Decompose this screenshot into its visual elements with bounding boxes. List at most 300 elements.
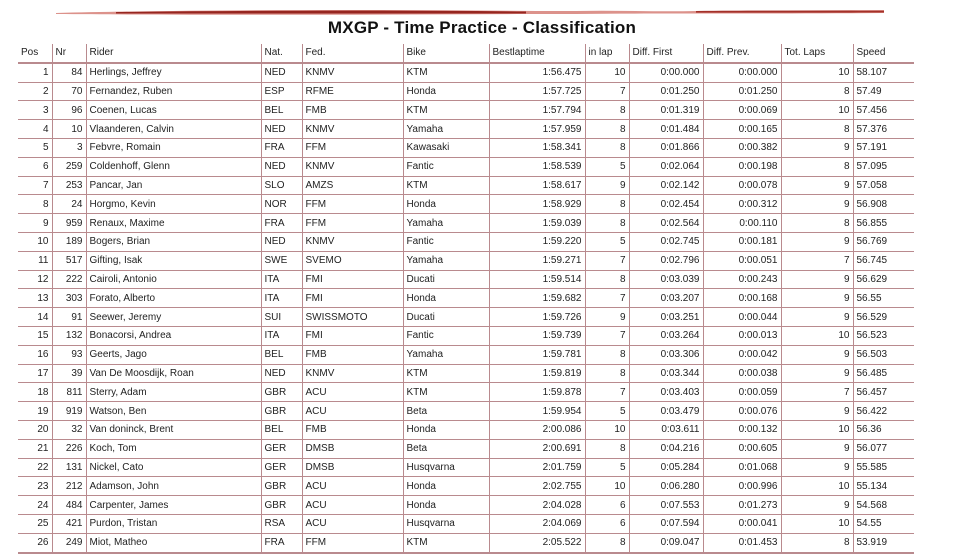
cell-rider: Bogers, Brian — [86, 232, 261, 251]
cell-in-lap: 5 — [585, 232, 629, 251]
cell-pos: 22 — [18, 458, 52, 477]
cell-nr: 84 — [52, 63, 86, 82]
cell-pos: 18 — [18, 383, 52, 402]
cell-fed: ACU — [302, 383, 403, 402]
cell-rider: Pancar, Jan — [86, 176, 261, 195]
cell-diff-first: 0:03.207 — [629, 289, 703, 308]
cell-bike: Husqvarna — [403, 514, 489, 533]
cell-speed: 56.485 — [853, 364, 914, 383]
cell-speed: 56.457 — [853, 383, 914, 402]
cell-in-lap: 8 — [585, 195, 629, 214]
cell-nat: SLO — [261, 176, 302, 195]
cell-rider: Seewer, Jeremy — [86, 308, 261, 327]
cell-fed: AMZS — [302, 176, 403, 195]
cell-tot-laps: 9 — [781, 458, 853, 477]
cell-fed: KNMV — [302, 120, 403, 139]
cell-pos: 10 — [18, 232, 52, 251]
cell-tot-laps: 9 — [781, 232, 853, 251]
cell-pos: 21 — [18, 439, 52, 458]
column-header-fed: Fed. — [302, 44, 403, 63]
cell-in-lap: 7 — [585, 326, 629, 345]
table-row — [18, 289, 914, 308]
table-row — [18, 138, 914, 157]
cell-in-lap: 8 — [585, 270, 629, 289]
cell-tot-laps: 9 — [781, 289, 853, 308]
cell-fed: FMI — [302, 289, 403, 308]
cell-pos: 6 — [18, 157, 52, 176]
cell-nr: 421 — [52, 514, 86, 533]
table-row — [18, 101, 914, 120]
cell-bike: Honda — [403, 195, 489, 214]
cell-bestlaptime: 2:00.086 — [489, 420, 585, 439]
cell-fed: ACU — [302, 496, 403, 515]
cell-diff-first: 0:01.319 — [629, 101, 703, 120]
cell-bike: Fantic — [403, 157, 489, 176]
cell-nat: ITA — [261, 289, 302, 308]
table-row — [18, 514, 914, 533]
cell-in-lap: 8 — [585, 120, 629, 139]
cell-rider: Horgmo, Kevin — [86, 195, 261, 214]
cell-rider: Bonacorsi, Andrea — [86, 326, 261, 345]
cell-diff-prev: 0:01.273 — [703, 496, 781, 515]
cell-bestlaptime: 1:59.819 — [489, 364, 585, 383]
cell-rider: Vlaanderen, Calvin — [86, 120, 261, 139]
cell-nr: 10 — [52, 120, 86, 139]
cell-fed: RFME — [302, 82, 403, 101]
table-row — [18, 477, 914, 496]
cell-bike: Fantic — [403, 326, 489, 345]
cell-nat: GBR — [261, 496, 302, 515]
classification-table — [18, 44, 914, 554]
cell-bike: Yamaha — [403, 345, 489, 364]
table-row — [18, 326, 914, 345]
cell-nr: 70 — [52, 82, 86, 101]
cell-fed: FMB — [302, 420, 403, 439]
column-header-nr: Nr — [52, 44, 86, 63]
cell-speed: 56.55 — [853, 289, 914, 308]
cell-diff-first: 0:06.280 — [629, 477, 703, 496]
cell-diff-prev: 0:00.044 — [703, 308, 781, 327]
cell-fed: KNMV — [302, 364, 403, 383]
cell-pos: 23 — [18, 477, 52, 496]
cell-nat: BEL — [261, 345, 302, 364]
cell-diff-first: 0:09.047 — [629, 533, 703, 552]
cell-speed: 57.095 — [853, 157, 914, 176]
cell-tot-laps: 9 — [781, 195, 853, 214]
cell-rider: Cairoli, Antonio — [86, 270, 261, 289]
cell-rider: Purdon, Tristan — [86, 514, 261, 533]
cell-speed: 57.058 — [853, 176, 914, 195]
cell-diff-prev: 0:00.038 — [703, 364, 781, 383]
cell-bestlaptime: 1:59.739 — [489, 326, 585, 345]
cell-nr: 303 — [52, 289, 86, 308]
cell-nr: 484 — [52, 496, 86, 515]
cell-nr: 811 — [52, 383, 86, 402]
cell-speed: 57.456 — [853, 101, 914, 120]
cell-diff-prev: 0:00.051 — [703, 251, 781, 270]
cell-bestlaptime: 2:01.759 — [489, 458, 585, 477]
cell-bestlaptime: 2:05.522 — [489, 533, 585, 552]
cell-pos: 17 — [18, 364, 52, 383]
cell-bike: Honda — [403, 477, 489, 496]
cell-rider: Sterry, Adam — [86, 383, 261, 402]
cell-diff-first: 0:02.454 — [629, 195, 703, 214]
cell-in-lap: 6 — [585, 514, 629, 533]
cell-bike: KTM — [403, 364, 489, 383]
cell-bestlaptime: 1:59.039 — [489, 214, 585, 233]
cell-speed: 56.529 — [853, 308, 914, 327]
cell-diff-first: 0:03.306 — [629, 345, 703, 364]
cell-diff-first: 0:07.594 — [629, 514, 703, 533]
column-header-speed: Speed — [853, 44, 914, 63]
cell-bike: Honda — [403, 420, 489, 439]
table-row — [18, 176, 914, 195]
cell-diff-prev: 0:00.013 — [703, 326, 781, 345]
cell-diff-first: 0:04.216 — [629, 439, 703, 458]
cell-diff-prev: 0:00.605 — [703, 439, 781, 458]
column-header-diff-prev: Diff. Prev. — [703, 44, 781, 63]
table-row — [18, 270, 914, 289]
cell-bike: Beta — [403, 439, 489, 458]
table-body — [18, 63, 914, 553]
cell-bestlaptime: 1:58.929 — [489, 195, 585, 214]
cell-pos: 13 — [18, 289, 52, 308]
cell-nat: GER — [261, 458, 302, 477]
cell-in-lap: 9 — [585, 176, 629, 195]
cell-rider: Van doninck, Brent — [86, 420, 261, 439]
cell-speed: 54.568 — [853, 496, 914, 515]
cell-in-lap: 8 — [585, 439, 629, 458]
cell-diff-prev: 0:00.168 — [703, 289, 781, 308]
cell-diff-prev: 0:00.059 — [703, 383, 781, 402]
cell-nr: 222 — [52, 270, 86, 289]
cell-diff-first: 0:07.553 — [629, 496, 703, 515]
column-header-rider: Rider — [86, 44, 261, 63]
cell-tot-laps: 9 — [781, 364, 853, 383]
cell-speed: 55.134 — [853, 477, 914, 496]
cell-bestlaptime: 2:04.028 — [489, 496, 585, 515]
cell-bestlaptime: 1:59.271 — [489, 251, 585, 270]
cell-nr: 226 — [52, 439, 86, 458]
cell-pos: 8 — [18, 195, 52, 214]
cell-bike: KTM — [403, 63, 489, 82]
cell-in-lap: 10 — [585, 477, 629, 496]
cell-diff-prev: 0:01.250 — [703, 82, 781, 101]
cell-fed: ACU — [302, 402, 403, 421]
cell-tot-laps: 8 — [781, 214, 853, 233]
cell-fed: FMI — [302, 270, 403, 289]
cell-nat: GBR — [261, 402, 302, 421]
cell-diff-first: 0:03.039 — [629, 270, 703, 289]
cell-rider: Gifting, Isak — [86, 251, 261, 270]
cell-bestlaptime: 1:57.794 — [489, 101, 585, 120]
cell-bestlaptime: 1:59.781 — [489, 345, 585, 364]
cell-speed: 56.077 — [853, 439, 914, 458]
cell-diff-first: 0:05.284 — [629, 458, 703, 477]
cell-pos: 2 — [18, 82, 52, 101]
cell-rider: Coenen, Lucas — [86, 101, 261, 120]
cell-nr: 132 — [52, 326, 86, 345]
cell-fed: SWISSMOTO — [302, 308, 403, 327]
cell-bestlaptime: 1:58.617 — [489, 176, 585, 195]
cell-in-lap: 8 — [585, 138, 629, 157]
cell-in-lap: 8 — [585, 345, 629, 364]
cell-nr: 959 — [52, 214, 86, 233]
cell-nat: NED — [261, 232, 302, 251]
cell-nat: BEL — [261, 101, 302, 120]
cell-diff-first: 0:02.064 — [629, 157, 703, 176]
cell-speed: 56.908 — [853, 195, 914, 214]
cell-diff-prev: 0:00.312 — [703, 195, 781, 214]
cell-rider: Watson, Ben — [86, 402, 261, 421]
cell-diff-prev: 0:00.000 — [703, 63, 781, 82]
cell-tot-laps: 10 — [781, 101, 853, 120]
cell-bike: Yamaha — [403, 120, 489, 139]
cell-nat: BEL — [261, 420, 302, 439]
cell-fed: FFM — [302, 533, 403, 552]
cell-bestlaptime: 1:56.475 — [489, 63, 585, 82]
cell-rider: Van De Moosdijk, Roan — [86, 364, 261, 383]
cell-bike: Honda — [403, 82, 489, 101]
cell-tot-laps: 10 — [781, 477, 853, 496]
cell-speed: 53.919 — [853, 533, 914, 552]
column-header-pos: Pos — [18, 44, 52, 63]
cell-pos: 7 — [18, 176, 52, 195]
cell-bike: Husqvarna — [403, 458, 489, 477]
cell-pos: 16 — [18, 345, 52, 364]
cell-fed: FMI — [302, 326, 403, 345]
table-row — [18, 214, 914, 233]
cell-pos: 24 — [18, 496, 52, 515]
cell-speed: 57.191 — [853, 138, 914, 157]
cell-tot-laps: 10 — [781, 420, 853, 439]
cell-bestlaptime: 1:59.220 — [489, 232, 585, 251]
cell-tot-laps: 7 — [781, 251, 853, 270]
cell-nat: NED — [261, 120, 302, 139]
cell-speed: 56.629 — [853, 270, 914, 289]
cell-bike: Ducati — [403, 270, 489, 289]
cell-pos: 11 — [18, 251, 52, 270]
cell-fed: FMB — [302, 101, 403, 120]
cell-fed: DMSB — [302, 439, 403, 458]
cell-speed: 58.107 — [853, 63, 914, 82]
cell-tot-laps: 9 — [781, 402, 853, 421]
cell-nat: NED — [261, 157, 302, 176]
cell-in-lap: 8 — [585, 101, 629, 120]
table-row — [18, 251, 914, 270]
cell-pos: 14 — [18, 308, 52, 327]
cell-pos: 5 — [18, 138, 52, 157]
cell-diff-prev: 0:00.198 — [703, 157, 781, 176]
cell-diff-first: 0:03.264 — [629, 326, 703, 345]
cell-diff-prev: 0:00.041 — [703, 514, 781, 533]
table-row — [18, 63, 914, 82]
cell-nat: FRA — [261, 138, 302, 157]
cell-bike: Beta — [403, 402, 489, 421]
cell-nr: 96 — [52, 101, 86, 120]
cell-nr: 24 — [52, 195, 86, 214]
table-row — [18, 439, 914, 458]
cell-diff-first: 0:01.866 — [629, 138, 703, 157]
cell-fed: KNMV — [302, 232, 403, 251]
cell-diff-first: 0:03.344 — [629, 364, 703, 383]
cell-diff-prev: 0:00.996 — [703, 477, 781, 496]
cell-tot-laps: 8 — [781, 533, 853, 552]
cell-speed: 54.55 — [853, 514, 914, 533]
cell-nat: FRA — [261, 533, 302, 552]
cell-nat: SUI — [261, 308, 302, 327]
cell-bestlaptime: 1:57.725 — [489, 82, 585, 101]
cell-fed: KNMV — [302, 63, 403, 82]
cell-tot-laps: 9 — [781, 176, 853, 195]
cell-speed: 56.769 — [853, 232, 914, 251]
cell-tot-laps: 10 — [781, 514, 853, 533]
cell-nat: NED — [261, 63, 302, 82]
cell-tot-laps: 9 — [781, 345, 853, 364]
cell-diff-prev: 0:00.110 — [703, 214, 781, 233]
table-row — [18, 383, 914, 402]
cell-bestlaptime: 1:59.682 — [489, 289, 585, 308]
cell-rider: Adamson, John — [86, 477, 261, 496]
table-row — [18, 402, 914, 421]
cell-bike: Honda — [403, 289, 489, 308]
cell-diff-first: 0:02.745 — [629, 232, 703, 251]
cell-bestlaptime: 2:00.691 — [489, 439, 585, 458]
cell-fed: FMB — [302, 345, 403, 364]
cell-diff-first: 0:03.251 — [629, 308, 703, 327]
cell-nat: NOR — [261, 195, 302, 214]
cell-nat: GBR — [261, 383, 302, 402]
cell-fed: FFM — [302, 138, 403, 157]
cell-nr: 212 — [52, 477, 86, 496]
cell-fed: SVEMO — [302, 251, 403, 270]
cell-nat: ITA — [261, 270, 302, 289]
cell-rider: Febvre, Romain — [86, 138, 261, 157]
table-row — [18, 232, 914, 251]
cell-rider: Renaux, Maxime — [86, 214, 261, 233]
cell-in-lap: 10 — [585, 63, 629, 82]
cell-in-lap: 6 — [585, 496, 629, 515]
cell-fed: DMSB — [302, 458, 403, 477]
cell-in-lap: 7 — [585, 383, 629, 402]
table-row — [18, 458, 914, 477]
column-header-bike: Bike — [403, 44, 489, 63]
cell-bestlaptime: 1:59.726 — [489, 308, 585, 327]
cell-fed: FFM — [302, 195, 403, 214]
cell-in-lap: 8 — [585, 364, 629, 383]
table-row — [18, 345, 914, 364]
cell-diff-first: 0:00.000 — [629, 63, 703, 82]
cell-nat: FRA — [261, 214, 302, 233]
cell-bike: Fantic — [403, 232, 489, 251]
cell-in-lap: 5 — [585, 402, 629, 421]
cell-diff-first: 0:02.796 — [629, 251, 703, 270]
cell-bestlaptime: 1:59.878 — [489, 383, 585, 402]
brush-stroke-decoration — [56, 7, 884, 17]
cell-speed: 56.422 — [853, 402, 914, 421]
table-row — [18, 420, 914, 439]
cell-nr: 131 — [52, 458, 86, 477]
cell-in-lap: 7 — [585, 251, 629, 270]
cell-rider: Miot, Matheo — [86, 533, 261, 552]
cell-nr: 3 — [52, 138, 86, 157]
cell-rider: Koch, Tom — [86, 439, 261, 458]
cell-diff-prev: 0:00.132 — [703, 420, 781, 439]
cell-diff-first: 0:03.403 — [629, 383, 703, 402]
cell-nat: GBR — [261, 477, 302, 496]
cell-in-lap: 7 — [585, 82, 629, 101]
cell-in-lap: 8 — [585, 533, 629, 552]
cell-nr: 253 — [52, 176, 86, 195]
cell-speed: 56.36 — [853, 420, 914, 439]
cell-in-lap: 9 — [585, 308, 629, 327]
cell-nr: 189 — [52, 232, 86, 251]
cell-pos: 20 — [18, 420, 52, 439]
column-header-nat: Nat. — [261, 44, 302, 63]
cell-bestlaptime: 1:59.514 — [489, 270, 585, 289]
cell-pos: 19 — [18, 402, 52, 421]
cell-diff-first: 0:01.250 — [629, 82, 703, 101]
column-header-in-lap: in lap — [585, 44, 629, 63]
cell-bike: KTM — [403, 101, 489, 120]
cell-tot-laps: 8 — [781, 157, 853, 176]
cell-diff-prev: 0:00.078 — [703, 176, 781, 195]
cell-pos: 26 — [18, 533, 52, 552]
cell-bike: Ducati — [403, 308, 489, 327]
cell-bike: KTM — [403, 383, 489, 402]
cell-diff-first: 0:02.564 — [629, 214, 703, 233]
cell-bike: Yamaha — [403, 251, 489, 270]
cell-bestlaptime: 1:57.959 — [489, 120, 585, 139]
cell-diff-prev: 0:00.076 — [703, 402, 781, 421]
cell-bike: KTM — [403, 533, 489, 552]
cell-rider: Geerts, Jago — [86, 345, 261, 364]
cell-tot-laps: 10 — [781, 326, 853, 345]
cell-pos: 1 — [18, 63, 52, 82]
cell-pos: 15 — [18, 326, 52, 345]
cell-diff-first: 0:03.479 — [629, 402, 703, 421]
cell-in-lap: 5 — [585, 157, 629, 176]
cell-rider: Carpenter, James — [86, 496, 261, 515]
cell-fed: ACU — [302, 514, 403, 533]
page-title: MXGP - Time Practice - Classification — [327, 18, 637, 37]
cell-tot-laps: 9 — [781, 496, 853, 515]
table-row — [18, 496, 914, 515]
cell-fed: ACU — [302, 477, 403, 496]
cell-pos: 12 — [18, 270, 52, 289]
cell-nat: GER — [261, 439, 302, 458]
cell-bike: KTM — [403, 176, 489, 195]
cell-bestlaptime: 1:58.539 — [489, 157, 585, 176]
cell-bestlaptime: 1:59.954 — [489, 402, 585, 421]
cell-diff-prev: 0:00.382 — [703, 138, 781, 157]
cell-nr: 32 — [52, 420, 86, 439]
cell-rider: Herlings, Jeffrey — [86, 63, 261, 82]
table-row — [18, 120, 914, 139]
cell-tot-laps: 9 — [781, 439, 853, 458]
cell-pos: 25 — [18, 514, 52, 533]
cell-fed: KNMV — [302, 157, 403, 176]
table-row — [18, 157, 914, 176]
cell-nat: NED — [261, 364, 302, 383]
cell-in-lap: 5 — [585, 458, 629, 477]
cell-speed: 56.503 — [853, 345, 914, 364]
cell-speed: 56.745 — [853, 251, 914, 270]
cell-tot-laps: 9 — [781, 270, 853, 289]
cell-rider: Fernandez, Ruben — [86, 82, 261, 101]
table-row — [18, 195, 914, 214]
table-row — [18, 82, 914, 101]
